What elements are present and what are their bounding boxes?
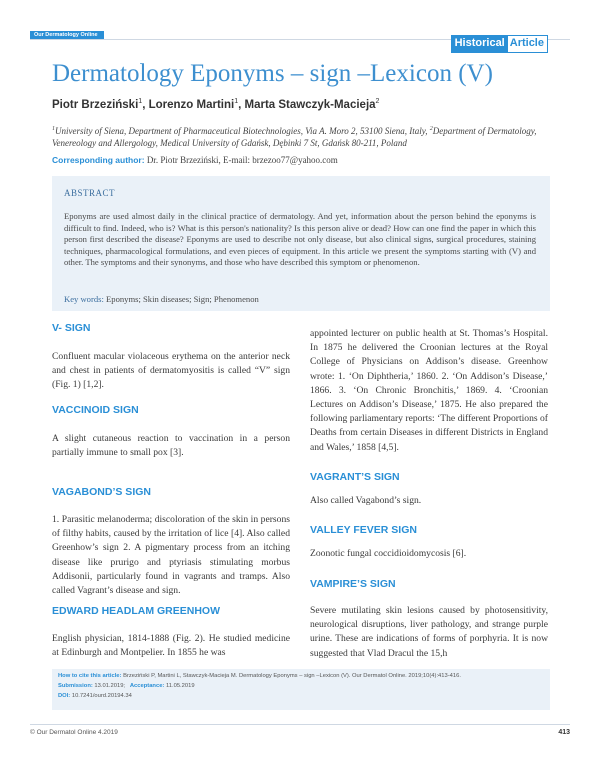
abstract-heading: ABSTRACT: [64, 188, 116, 198]
section-heading: VAGABOND’S SIGN: [52, 486, 151, 498]
author-name: Piotr Brzeziński: [52, 98, 139, 111]
doi-line: [58, 693, 132, 699]
continuation-text: appointed lecturer on public health at St. Thomas’s Hospital. In 1875 he delivered the Croonian lectures at the Royal College of Physicians on Addison’s disease. Greenhow wrote: 1. ‘On Diphtheria,’ 1860. 2. ‘On Addison’s Disease,’ 1866. 3. ‘On Chronic Bronchitis,’ 1869. 4. ‘Croonian Lectures on Addison’s Disease,’ 1875. He also prepared the following parliamentary reports: ‘The different Proportions of Deaths from certain Diseases in different Districts in England and Wales,’ 1858 [4,5].: [310, 328, 549, 453]
keywords: [64, 294, 259, 304]
keywords-label: Key words:: [64, 294, 104, 304]
section-text: Zoonotic fungal coccidioidomycosis [6].: [310, 548, 467, 559]
doi-link[interactable]: 10.7241/ourd.20194.34: [70, 693, 132, 699]
affiliation-2: Department of Dermatology, Venereology and Allergology, Medical University of Gdańsk, Dębinki 7 St, Gdańsk 80-211, Poland: [52, 126, 537, 148]
page-number: 413: [558, 729, 570, 736]
section-heading: V- SIGN: [52, 322, 91, 334]
author-name: Marta Stawczyk-Macieja: [244, 98, 376, 111]
submission-date: 13.01.2019;: [92, 683, 126, 689]
section-heading: EDWARD HEADLAM GREENHOW: [52, 605, 220, 617]
author-sup: 2: [375, 98, 380, 105]
corresponding-label: Corresponding author:: [52, 155, 145, 165]
section-heading: VAGRANT’S SIGN: [310, 471, 400, 483]
journal-tag: Our Dermatology Online: [30, 31, 104, 39]
acceptance-date: 11.05.2019: [164, 683, 195, 689]
affiliations: $^1$University of Siena, Department of Pharmaceutical Biotechnologies, Via A. Moro 2, 53100 Siena, Italy, $^2$Department of Dermatology, Venereology and Allergology, Medical University of Gdańsk, Dębinki 7 St, Gdańsk 80-211, Poland: [52, 126, 537, 148]
section-text: English physician, 1814-1888 (Fig. 2). He studied medicine at Edinburgh and Montpelier. In 1855 he was: [52, 633, 290, 659]
abstract-box: [52, 176, 550, 311]
doi-label: DOI:: [58, 693, 71, 699]
affiliation-1: University of Siena, Department of Pharmaceutical Biotechnologies, Via A. Moro 2, 53100 Siena, Italy,: [55, 126, 430, 136]
article-title: Dermatology Eponyms – sign –Lexicon (V): [52, 60, 493, 87]
abstract-text: Eponyms are used almost daily in the clinical practice of dermatology. And yet, information about the person behind the eponyms is difficult to find. Indeed, who is? What is this person's nationality? Is this person alive or dead? How can one find the paper in which this person first described the disease? Eponyms are used to describe not only disease, but also clinical signs, surgical procedures, staining techniques, pharmacological formulations, and even pieces of equipment. In this article we present the symptoms starting with (V) and other. The symptoms and their synonyms, and those who have described this symptom or phenomenon.: [64, 211, 536, 268]
author-sup: 1: [234, 98, 239, 105]
section-heading: VALLEY FEVER SIGN: [310, 524, 417, 536]
badge-article: Article: [507, 35, 548, 53]
corresponding-author: [52, 155, 338, 165]
acceptance-label: Acceptance:: [129, 683, 165, 689]
section-heading: VAMPIRE’S SIGN: [310, 578, 396, 590]
badge-historical: Historical: [451, 35, 507, 53]
section-text: Severe mutilating skin lesions caused by photosensitivity, neurological disruptions, liver pathology, and strange purple urine. These are indications of forms of porphyria. It is now suggested that Vlad Dracul the 15,h: [310, 605, 548, 659]
article-type-badge: [451, 35, 548, 53]
submission-label: Submission:: [58, 683, 93, 689]
section-text: Also called Vagabond’s sign.: [310, 495, 422, 506]
how-to-cite: [58, 673, 461, 679]
section-heading: VACCINOID SIGN: [52, 404, 139, 416]
how-to-cite-label: How to cite this article:: [58, 673, 122, 679]
section-text: A slight cutaneous reaction to vaccination in a person partially immune to small pox [3].: [52, 433, 290, 459]
author-sup: 1: [138, 98, 143, 105]
how-to-cite-text: Brzeziński P, Martini L, Stawczyk-Macieja M. Dermatology Eponyms – sign –Lexicon (V). Our Dermatol Online. 2019;10(4):413-416.: [121, 673, 461, 679]
keywords-text: Eponyms; Skin diseases; Sign; Phenomenon: [103, 294, 259, 304]
footer-divider: [30, 724, 570, 725]
author-name: Lorenzo Martini: [148, 98, 235, 111]
corresponding-text: Dr. Piotr Brzeziński, E-mail: brzezoo77@yahoo.com: [144, 155, 338, 165]
section-text: 1. Parasitic melanoderma; discoloration of the skin in persons of filthy habits, caused by the irritation of lice [4]. Also called Greenhow’s sign 2. A pigmentary process from an itching disease like prurigo and ptyriasis stimulating morbus Addisonii, particularly found in vagrants and tramps. Also called Vagrant’s disease and sign.: [52, 514, 290, 597]
footer-copyright: © Our Dermatol Online 4.2019: [30, 729, 118, 736]
section-text: Confluent macular violaceous erythema on the anterior neck and chest in patients of dermatomyositis is called “V” sign (Fig. 1) [1,2].: [52, 351, 290, 391]
author-list: Piotr Brzeziński$^1$, Lorenzo Martini$^1$, Marta Stawczyk-Macieja$^2$: [52, 98, 380, 111]
dates: [58, 683, 195, 689]
citation-box: [52, 669, 550, 710]
